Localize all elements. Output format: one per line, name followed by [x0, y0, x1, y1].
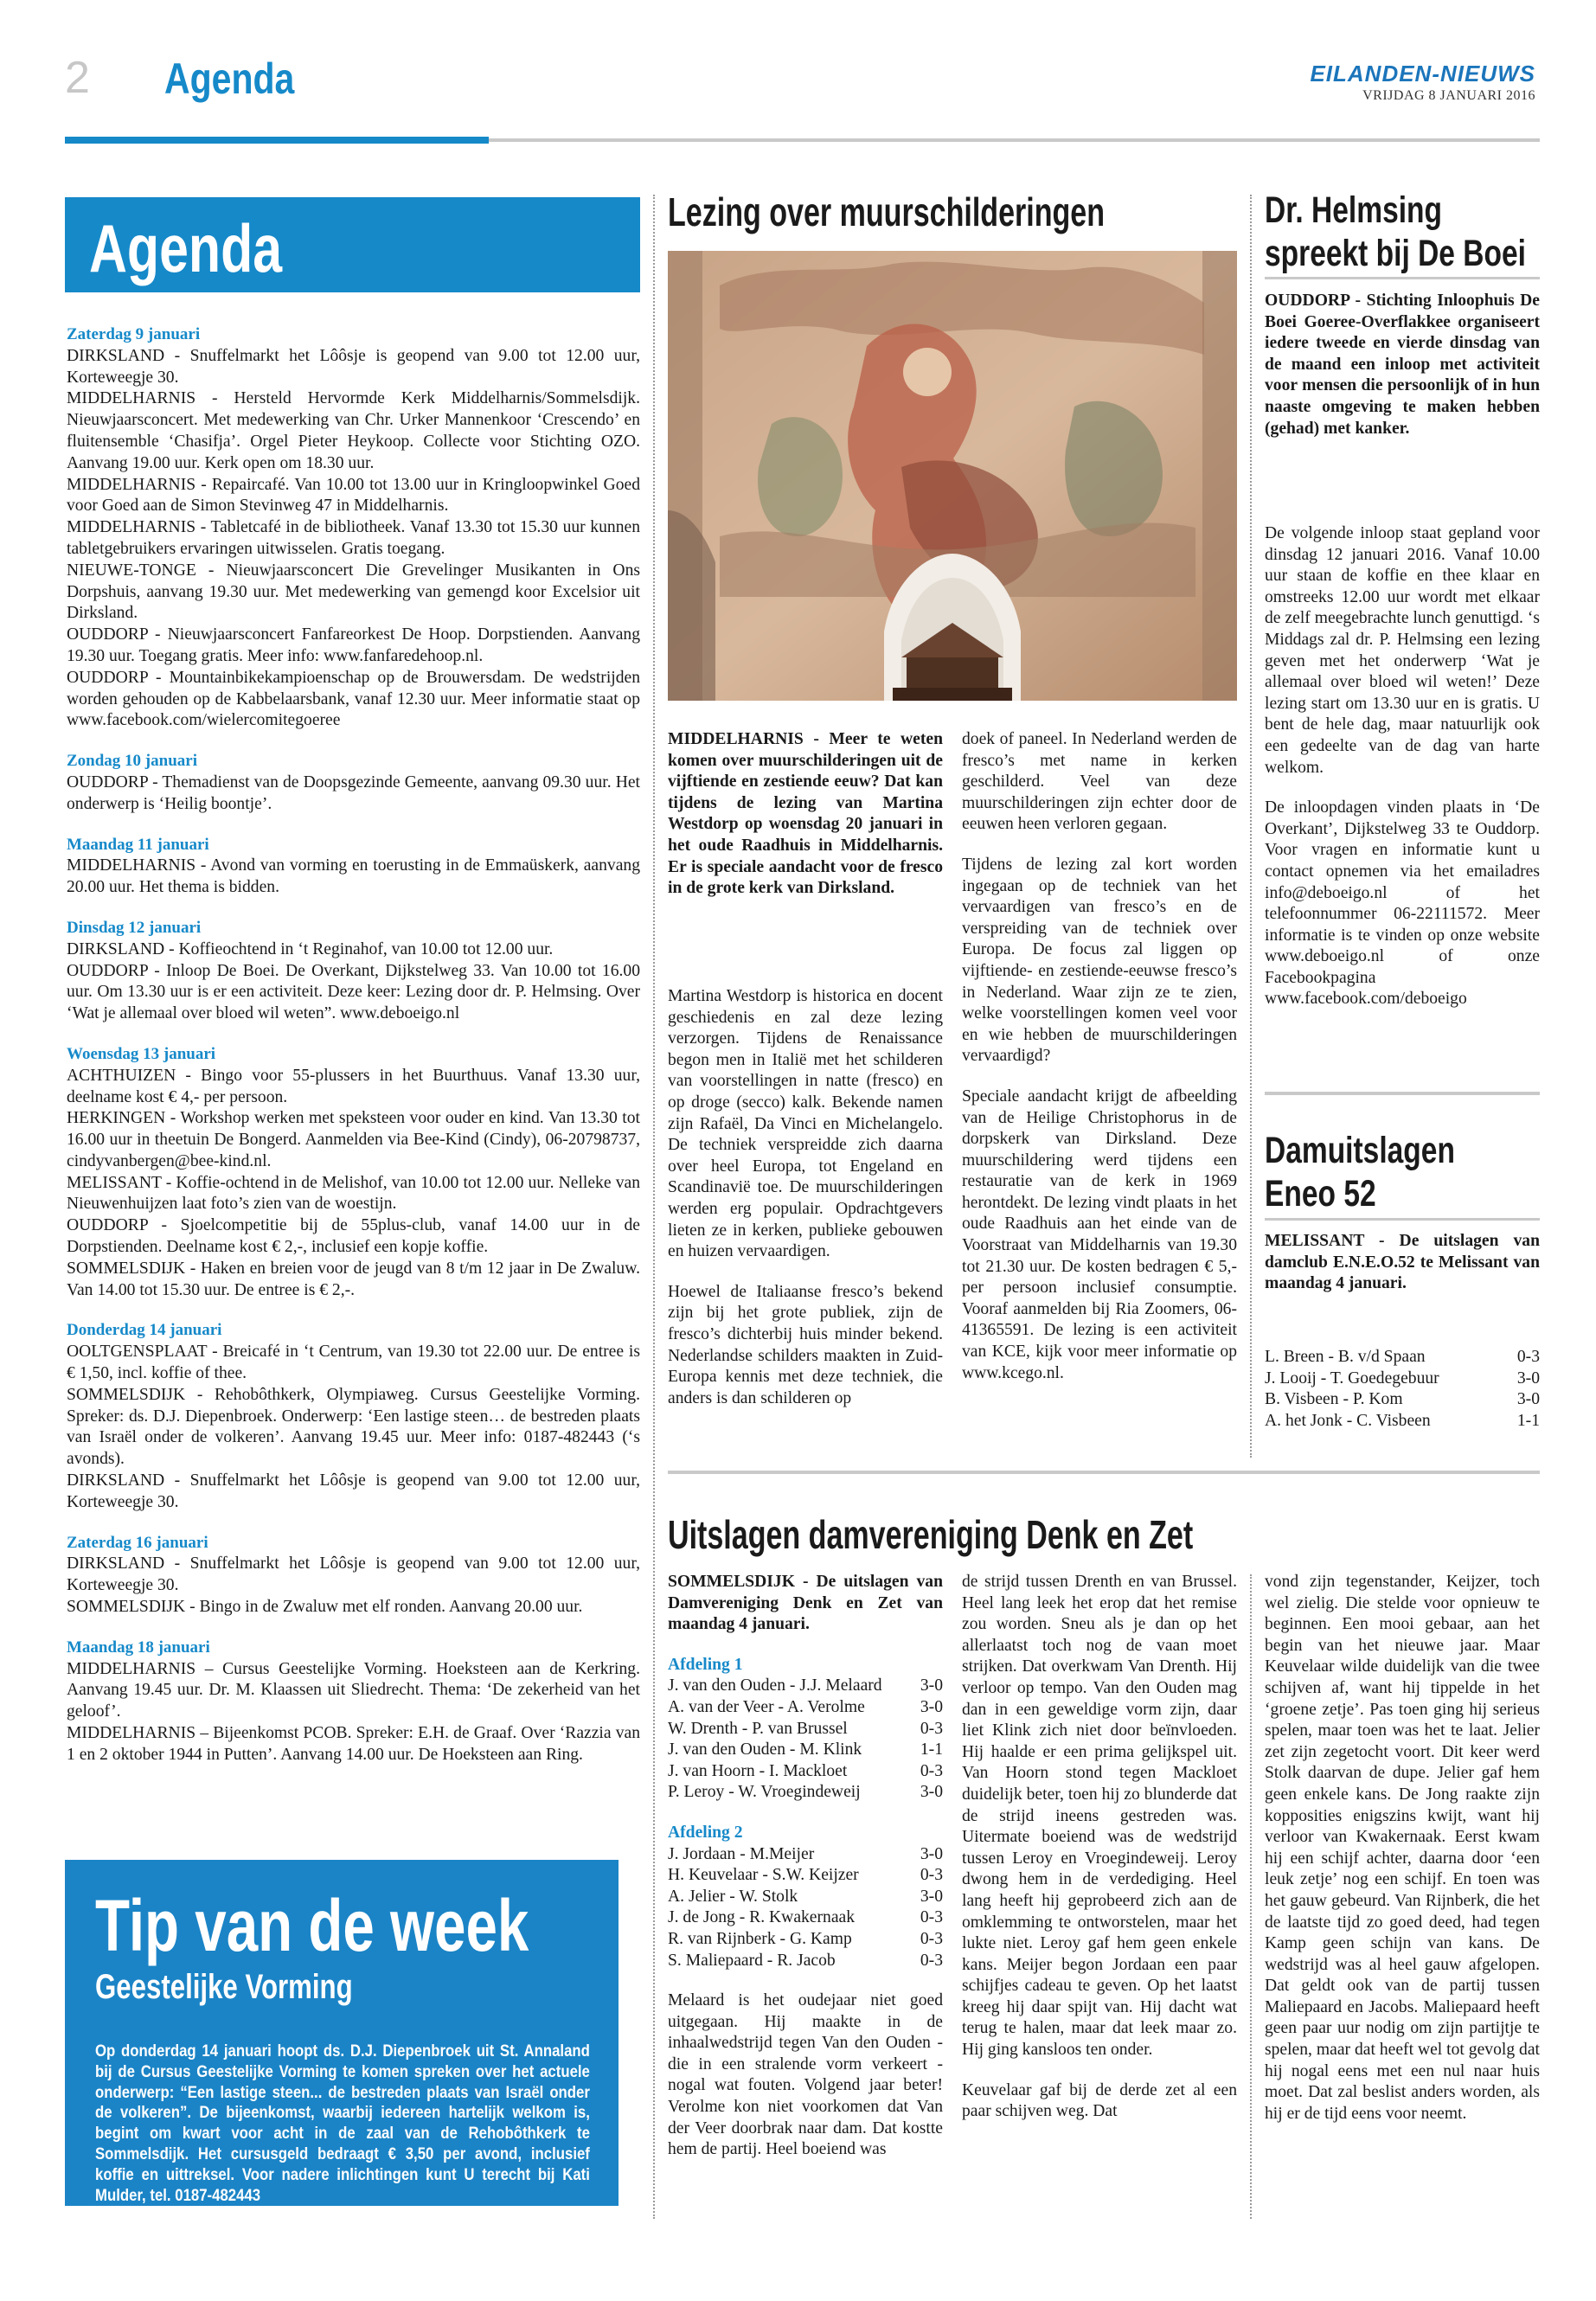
column-divider	[1250, 1574, 1252, 2219]
agenda-day-title: Maandag 18 januari	[67, 1638, 210, 1657]
agenda-event: SOMMELSDIJK - Haken en breien voor de jeugd van 8 t/m 12 jaar in De Zwaluw. Van 14.00 tot 15.30 uur. De entree is € 2,-.	[67, 1259, 640, 1299]
result-match: H. Keuvelaar - S.W. Keijzer	[668, 1866, 859, 1885]
result-row	[668, 1865, 943, 1887]
agenda-event: MIDDELHARNIS - Repaircafé. Van 10.00 tot 13.00 uur in Kringloopwinkel Goed voor Goed aan de Simon Stevinweg 47 in Middelharnis.	[67, 475, 640, 516]
denk-lead: SOMMELSDIJK - De uitslagen van Damvereniging Denk en Zet van maandag 4 januari.	[668, 1573, 943, 1634]
result-row	[1265, 1347, 1540, 1368]
agenda-event: MIDDELHARNIS - Avond van vorming en toerusting in de Emmaüskerk, aanvang 20.00 uur. Het thema is bidden.	[67, 856, 640, 897]
column-divider	[653, 195, 655, 2219]
division-title: Afdeling 2	[668, 1823, 743, 1842]
denk-column-3	[1265, 1572, 1540, 2125]
result-score: 3-0	[920, 1697, 943, 1716]
paragraph: de strijd tussen Drenth en van Brussel. Heel lang leek het erop dat het remise zou worden. Sneu als je dan op het allerlaatst toch nog de vaan moet strijken. Dat overkwam Van Drenth. Hij verloor op tempo. Van den Ouden mag dan in een geweldige vorm zijn, daar liet Klink zich niet door beïnvloeden. Hij haalde er een prima gelijkspel uit. Van Hoorn stond tegen Mackloet duidelijk beter, toen hij zo blunderde dat de strijd ineens gestreden was. Uitermate boeiend was de wedstrijd tussen Leroy en Vroegindeweij. Leroy dwong hem in de verdediging. Heel lang heeft hij geprobeerd zich aan de omklemming te ontworstelen, maar het lukte niet. Leroy gaf hem geen enkele kans. Meijer begon Jordaan een paar schijfjes cadeau te geven. Op het laatst kreeg hij daar spijt van. Hij dacht wat terug te halen, maar dat leek maar zo. Hij ging kansloos ten onder.	[962, 1573, 1237, 2060]
paragraph: De volgende inloop staat gepland voor dinsdag 12 januari 2016. Vanaf 10.00 uur staan de koffie en thee klaar en omstreeks 12.00 uur wordt met elkaar de zelf meegebrachte lunch genuttigd. ‘s Middags zal dr. P. Helmsing een lezing geven met het onderwerp ‘Wat je allemaal over bloed wil weten!’ Deze lezing start om 13.30 uur en is gratis. U bent de hele dag, maar natuurlijk ook een gedeelte van de dag van harte welkom.	[1265, 524, 1540, 777]
result-row	[668, 1676, 943, 1697]
header-bar-rule	[489, 138, 1540, 142]
agenda-day-title: Maandag 11 januari	[67, 835, 209, 854]
lezing-column-2	[962, 729, 1237, 1384]
tip-of-the-week-box	[65, 1860, 619, 2206]
result-row	[668, 1907, 943, 1929]
paragraph: De inloopdagen vinden plaats in ‘De Overkant’, Dijkstelweg 33 te Ouddorp. Voor vragen en informatie kunt u contact opnemen via het emailadres info@deboeigo.nl of het telefoonnummer 06-22111572. Meer informatie is te vinden op onze website www.deboeigo.nl of onze Facebookpagina www.facebook.com/deboeigo	[1265, 798, 1540, 1009]
result-score: 0-3	[920, 1761, 943, 1780]
result-match: J. Looij - T. Goedegebuur	[1265, 1368, 1439, 1388]
agenda-title: Agenda	[89, 210, 283, 286]
lezing-column-1	[668, 986, 943, 1409]
agenda-day	[67, 324, 640, 732]
result-score: 0-3	[920, 1908, 943, 1927]
damuitslagen-headline	[1265, 1129, 1535, 1215]
agenda-event: MELISSANT - Koffie-ochtend in de Melishof, van 10.00 tot 12.00 uur. Nelleke van Nieuwenhuijzen laat foto’s zien van de woestijn.	[67, 1173, 640, 1214]
agenda-event: MIDDELHARNIS - Tabletcafé in de bibliotheek. Vanaf 13.30 tot 15.30 uur kunnen tabletgebruikers ervaringen uitwisselen. Gratis toegang.	[67, 518, 640, 558]
result-row	[1265, 1411, 1540, 1433]
section-title: Agenda	[164, 54, 295, 103]
agenda-day	[67, 1533, 640, 1618]
paragraph: Melaard is het oudejaar niet goed uitgegaan. Hij maakte in de inhaalwedstrijd tegen Van den Ouden - die in een stralende vorm verkeert - nogal wat fouten. Volgend jaar beter! Verolme kon niet voorkomen dat Van der Veer doorbrak naar dam. Dat kostte hem de partij. Heel boeiend was	[668, 1991, 943, 2159]
agenda-event: ACHTHUIZEN - Bingo voor 55-plussers in het Buurthuus. Vanaf 13.30 uur, deelname kost € 4,- per persoon.	[67, 1066, 640, 1106]
agenda-event: OUDDORP - Inloop De Boei. De Overkant, Dijkstelweg 33. Van 10.00 tot 16.00 uur. Om 13.30 uur is er een activiteit. Deze keer: Lezing door dr. P. Helmsing. Over ‘Wat je allemaal over bloed wil weten”. www.deboeigo.nl	[67, 961, 640, 1023]
agenda-event: DIRKSLAND - Koffieochtend in ‘t Reginahof, van 10.00 tot 12.00 uur.	[67, 939, 554, 958]
result-row	[668, 1697, 943, 1719]
result-row	[668, 1740, 943, 1761]
agenda-event: OOLTGENSPLAAT - Breicafé in ‘t Centrum, van 19.30 tot 22.00 uur. De entree is € 1,50, incl. koffie of thee.	[67, 1343, 640, 1383]
paragraph: Speciale aandacht krijgt de afbeelding van de Heilige Christophorus in de dorpskerk van Dirksland. Deze muurschildering werd tijdens een restauratie van de kerk in 1969 herontdekt. De lezing vindt plaats in het oude Raadhuis aan het einde van de Voorstraat van Middelharnis van 19.30 tot 21.30 uur. De kosten bedragen € 5,- per persoon inclusief consumptie. Vooraf aanmelden bij Ria Zoomers, 06-41365591. De lezing is een activiteit van KCE, kijk voor meer informatie op www.kcego.nl.	[962, 1086, 1237, 1382]
result-match: L. Breen - B. v/d Spaan	[1265, 1348, 1426, 1366]
result-score: 3-0	[1516, 1390, 1540, 1409]
result-match: J. van den Ouden - M. Klink	[668, 1740, 862, 1759]
helmsing-headline	[1265, 189, 1535, 275]
paragraph: Tijdens de lezing zal kort worden ingegaan op de techniek van het vervaardigen van fresco’s en de verspreiding van de techniek over Europa. De focus zal liggen op vijftiende- en zestiende-eeuwse fresco’s in Nederland. Waar zijn ze te zien, welke voorstellingen komen veel voor en wie hebben de muurschilderingen vervaardigd?	[962, 855, 1237, 1066]
denk-column-2	[962, 1572, 1237, 2123]
agenda-day-title: Zondag 10 januari	[67, 752, 197, 771]
paragraph: Martina Westdorp is historica en docent geschiedenis en zal deze lezing verzorgen. Tijdens de Renaissance begon men in Italië met het schilderen van voorstellingen in natte (fresco) en op droge (secco) kalk. Bekende namen zijn Rafaël, Da Vinci en Michelangelo. De techniek verspreidde zich daarna over heel Europa, tot Engeland en Scandinavië toe. De muurschilderingen werden erg populair. Opdrachtgevers lieten ze in kerken, publieke gebouwen en huizen vervaardigen.	[668, 987, 943, 1261]
agenda-event: HERKINGEN - Workshop werken met speksteen voor ouder en kind. Van 13.30 tot 16.00 uur in theetuin De Bongerd. Aanmelden via Bee-Kind (Cindy), 06-20798737, cindyvanbergen@bee-kind.nl.	[67, 1109, 640, 1170]
agenda-day-title: Dinsdag 12 januari	[67, 918, 202, 937]
fresco-photo	[668, 251, 1237, 701]
denk-column-1	[668, 1572, 943, 2161]
section-rule	[668, 1471, 1540, 1474]
agenda-day-title: Zaterdag 16 januari	[67, 1533, 208, 1552]
headline-line: spreekt bij De Boei	[1265, 233, 1526, 274]
result-row	[1265, 1368, 1540, 1390]
headline-line: Dr. Helmsing	[1265, 189, 1443, 231]
helmsing-body	[1265, 523, 1540, 1010]
result-score: 3-0	[1516, 1368, 1540, 1388]
result-match: W. Drenth - P. van Brussel	[668, 1719, 848, 1738]
agenda-event: OUDDORP - Themadienst van de Doopsgezinde Gemeente, aanvang 09.30 uur. Het onderwerp is ‘Heilig boontje’.	[67, 772, 640, 813]
agenda-event: DIRKSLAND - Snuffelmarkt het Lôôsje is geopend van 9.00 tot 12.00 uur, Korteweegje 30.	[67, 346, 640, 387]
division-title: Afdeling 1	[668, 1655, 743, 1674]
result-score: 3-0	[920, 1844, 943, 1863]
damuitslagen-lead: MELISSANT - De uitslagen van damclub E.N.E.O.52 te Melissant van maandag 4 januari.	[1265, 1232, 1540, 1293]
result-row	[668, 1887, 943, 1908]
agenda-day	[67, 835, 640, 899]
result-score: 3-0	[920, 1783, 943, 1802]
agenda-list	[67, 324, 640, 1766]
result-match: S. Maliepaard - R. Jacob	[668, 1951, 836, 1970]
agenda-day	[67, 1638, 640, 1766]
tip-subtitle: Geestelijke Vorming	[95, 1968, 353, 2006]
result-match: J. de Jong - R. Kwakernaak	[668, 1908, 856, 1927]
paragraph: vond zijn tegenstander, Keijzer, toch wel zielig. Die stelde voor opnieuw te beginnen. Een mooi gebaar, aan het begin van het nieuwe jaar. Maar Keuvelaar wilde duidelijk van die twee schijven af, want hij tippelde in het ‘groene zetje’. Pas toen ging hij serieus spelen, maar toen was het te laat. Jelier zet zijn zegetocht voort. Dit keer werd Stolk daarvan de dupe. Jelier gaf hem geen enkele kans. De Jong raakte zijn kopposities enigszins kwijt, want hij verloor van Kwakernaak. Eerst kwam hij een schijf achter, daarna door ‘een leuk zetje’ nog een schijf. En toen was het gauw gebeurd. Van Rijnberk, die het de laatste tijd zo goed deed, had tegen Kamp geen schijn van kans. De wedstrijd was al heel gauw afgelopen. Dat geldt ook van de partij tussen Maliepaard en Jacobs. Maliepaard heeft geen paar uur nodig om zijn partijtje te spelen, maar dat heeft wel tot gevolg dat hij nogal eens met een nul naar huis moet. Dat zal beslist anders worden, als hij er de tijd eens voor neemt.	[1265, 1573, 1540, 2123]
agenda-day-title: Woensdag 13 januari	[67, 1044, 216, 1063]
agenda-day	[67, 1320, 640, 1513]
section-rule	[1265, 1092, 1540, 1095]
agenda-event: SOMMELSDIJK - Rehobôthkerk, Olympiaweg. Cursus Geestelijke Vorming. Spreker: ds. D.J. Diepenbroek. Onderwerp: ‘Een lastige steen… de bestreden plaats van Israël onder de volkeren’. Aanvang 19.45 uur. Meer info: 0187-482443 (‘s avonds).	[67, 1385, 640, 1469]
result-row	[1265, 1389, 1540, 1411]
agenda-day	[67, 1044, 640, 1302]
agenda-title-box	[65, 197, 640, 292]
headline-rule	[1265, 277, 1540, 279]
result-match: A. Jelier - W. Stolk	[668, 1887, 798, 1906]
result-row	[668, 1951, 943, 1972]
result-row	[668, 1782, 943, 1804]
result-score: 3-0	[920, 1676, 943, 1695]
result-match: P. Leroy - W. Vroegindeweij	[668, 1783, 861, 1802]
agenda-day	[67, 918, 640, 1025]
result-row	[668, 1929, 943, 1951]
result-match: B. Visbeen - P. Kom	[1265, 1390, 1403, 1409]
agenda-event: OUDDORP - Sjoelcompetitie bij de 55plus-club, vanaf 14.00 uur in de Dorpstienden. Deelname kost € 2,-, inclusief een kopje koffie.	[67, 1216, 640, 1257]
result-match: J. Jordaan - M.Meijer	[668, 1844, 815, 1863]
agenda-event: OUDDORP - Mountainbikekampioenschap op de Brouwersdam. De wedstrijden worden gehouden op de Kabbelaarsbank, vanaf 12.30 uur. Meer informatie staat op www.facebook.com/wielercomitegoeree	[67, 668, 640, 730]
denk-en-zet-headline: Uitslagen damvereniging Denk en Zet	[668, 1512, 1194, 1557]
damuitslagen-results	[1265, 1347, 1540, 1432]
result-row	[668, 1719, 943, 1740]
agenda-day-title: Donderdag 14 januari	[67, 1321, 222, 1340]
issue-date: VRIJDAG 8 JANUARI 2016	[1362, 88, 1535, 103]
helmsing-lead: OUDDORP - Stichting Inloophuis De Boei Goeree-Overflakkee organiseert iedere tweede en vierde dinsdag van de maand een inloop met activiteit voor mensen die persoonlijk of in hun naaste omgeving te maken hebben (gehad) met kanker.	[1265, 292, 1540, 438]
agenda-day-title: Zaterdag 9 januari	[67, 325, 201, 343]
agenda-event: DIRKSLAND - Snuffelmarkt het Lôôsje is geopend van 9.00 tot 12.00 uur, Korteweegje 30.	[67, 1554, 640, 1595]
result-match: A. van der Veer - A. Verolme	[668, 1697, 865, 1716]
lezing-headline: Lezing over muurschilderingen	[668, 189, 1106, 234]
newspaper-logo: EILANDEN-NIEUWS	[1310, 61, 1535, 87]
agenda-event: MIDDELHARNIS - Hersteld Hervormde Kerk Middelharnis/Sommelsdijk. Nieuwjaarsconcert. Met medewerking van Chr. Urker Mannenkoor ‘Crescendo’ en fluitensemble ‘Chasifja’. Orgel Pieter Heykoop. Collecte voor Stichting OZO. Aanvang 19.00 uur. Kerk open om 18.30 uur.	[67, 389, 640, 472]
result-score: 0-3	[1516, 1348, 1540, 1366]
agenda-event: NIEUWE-TONGE - Nieuwjaarsconcert Die Grevelinger Musikanten in Ons Dorpshuis, aanvang 19.30 uur. Met medewerking van gemengd koor Excelsior uit Dirksland.	[67, 561, 640, 623]
result-score: 1-1	[1516, 1411, 1540, 1430]
result-score: 0-3	[920, 1866, 943, 1885]
agenda-event: SOMMELSDIJK - Bingo in de Zwaluw met elf ronden. Aanvang 20.00 uur.	[67, 1598, 583, 1617]
result-match: J. van Hoorn - I. Mackloet	[668, 1761, 848, 1780]
result-score: 1-1	[920, 1740, 943, 1759]
agenda-day	[67, 751, 640, 815]
column-divider	[1250, 195, 1252, 1458]
result-row	[668, 1761, 943, 1783]
agenda-event: MIDDELHARNIS – Cursus Geestelijke Vorming. Hoeksteen aan de Kerkring. Aanvang 19.45 uur. Dr. M. Klaassen uit Sliedrecht. Thema: ‘De zekerheid van het geloof’.	[67, 1659, 640, 1721]
result-row	[668, 1844, 943, 1866]
lezing-lead: MIDDELHARNIS - Meer te weten komen over muurschilderingen uit de vijftiende en zestiende eeuw? Dat kan tijdens de lezing van Martina Westdorp op woensdag 20 januari in het oude Raadhuis in Middelharnis. Er is speciale aandacht voor de fresco in de grote kerk van Dirksland.	[668, 730, 943, 898]
tip-body: Op donderdag 14 januari hoopt ds. D.J. Diepenbroek uit St. Annaland bij de Cursus Geestelijke Vorming te komen spreken over het actuele onderwerp: “Een lastige steen... de bestreden plaats van Israël onder de volkeren”. De bijeenkomst, waarbij iedereen hartelijk welkom is, begint om kwart voor acht in de zaal van de Rehobôthkerk te Sommelsdijk. Het cursusgeld bedraagt € 3,50 per avond, inclusief koffie en uittreksel. Voor nadere inlichtingen kunt U terecht bij Kati Mulder, tel. 0187-482443	[95, 2041, 590, 2205]
result-match: J. van den Ouden - J.J. Melaard	[668, 1676, 882, 1695]
headline-rule	[1265, 1218, 1540, 1221]
agenda-event: MIDDELHARNIS – Bijeenkomst PCOB. Spreker: E.H. de Graaf. Over ‘Razzia van 1 en 2 oktober 1944 in Putten’. Aanvang 14.00 uur. De Hoeksteen aan Ring.	[67, 1724, 640, 1764]
headline-line: Eneo 52	[1265, 1173, 1376, 1215]
tip-title: Tip van de week	[95, 1885, 529, 1966]
header-bar-accent	[65, 137, 489, 144]
result-score: 0-3	[920, 1929, 943, 1948]
paragraph: Hoewel de Italiaanse fresco’s bekend zijn bij het grote publiek, zijn de fresco’s dichterbij huis minder bekend. Nederlandse schilders maakten in Zuid-Europa kennis met deze techniek, die anders is dan schilderen op	[668, 1282, 943, 1407]
paragraph: Keuvelaar gaf bij de derde zet al een paar schijven weg. Dat	[962, 2080, 1237, 2121]
result-match: R. van Rijnberk - G. Kamp	[668, 1929, 852, 1948]
paragraph: doek of paneel. In Nederland werden de fresco’s met name in kerken geschilderd. Veel van deze muurschilderingen zijn echter door de eeuwen heen verloren gegaan.	[962, 730, 1237, 834]
agenda-event: DIRKSLAND - Snuffelmarkt het Lôôsje is geopend van 9.00 tot 12.00 uur, Korteweegje 30.	[67, 1471, 640, 1511]
page-number: 2	[65, 53, 90, 103]
headline-line: Damuitslagen	[1265, 1130, 1455, 1171]
result-score: 0-3	[920, 1719, 943, 1738]
agenda-event: OUDDORP - Nieuwjaarsconcert Fanfareorkest De Hoop. Dorpstienden. Aanvang 19.30 uur. Toegang gratis. Meer info: www.fanfaredehoop.nl.	[67, 625, 640, 665]
result-score: 3-0	[920, 1887, 943, 1906]
result-match: A. het Jonk - C. Visbeen	[1265, 1411, 1431, 1430]
result-score: 0-3	[920, 1951, 943, 1970]
